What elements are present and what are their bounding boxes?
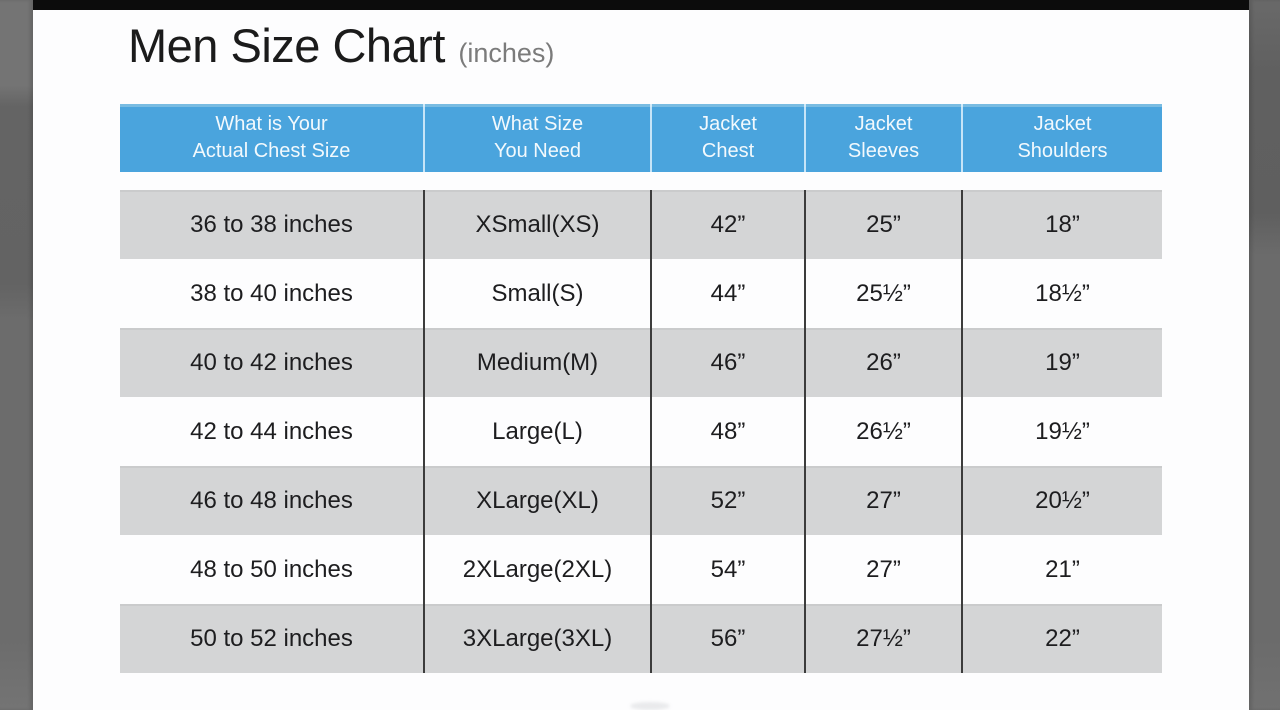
cell-jacket-sleeves: 27½” — [806, 604, 963, 673]
cell-jacket-shoulders: 20½” — [1035, 486, 1090, 514]
table-row — [120, 190, 1162, 259]
cell-size-name: Medium(M) — [425, 328, 652, 397]
table-row — [120, 328, 1162, 397]
cell-size-name: XLarge(XL) — [425, 466, 652, 535]
cell-chest-range: 42 to 44 inches — [120, 397, 425, 466]
page-title: Men Size Chart — [128, 19, 445, 72]
cell-chest-range: 48 to 50 inches — [120, 535, 425, 604]
cell-chest-range: 46 to 48 inches — [120, 466, 425, 535]
letterbox-top-bar — [33, 0, 1249, 10]
cell-size-name: XSmall(XS) — [425, 190, 652, 259]
table-header-row — [120, 104, 1162, 172]
cell-size-name: 3XLarge(3XL) — [425, 604, 652, 673]
cell-jacket-shoulders: 21” — [1045, 555, 1080, 583]
table-body — [120, 190, 1162, 673]
cell-jacket-shoulders: 22” — [1045, 624, 1080, 652]
header-cell-jacket-chest — [652, 104, 806, 172]
header-label-line: Jacket — [1033, 113, 1092, 135]
table-row — [120, 604, 1162, 673]
cell-chest-range: 36 to 38 inches — [120, 190, 425, 259]
cell-jacket-chest: 42” — [652, 190, 806, 259]
cell-size-name: 2XLarge(2XL) — [425, 535, 652, 604]
title-block — [128, 18, 554, 73]
header-cell-actual-chest-size — [120, 104, 425, 172]
header-label-line: Actual Chest Size — [192, 140, 351, 162]
table-row — [120, 466, 1162, 535]
cell-size-name: Large(L) — [425, 397, 652, 466]
header-label-line: Chest — [701, 140, 755, 162]
header-label-line: You Need — [493, 140, 582, 162]
cell-jacket-shoulders: 19” — [1045, 348, 1080, 376]
cell-chest-range: 40 to 42 inches — [120, 328, 425, 397]
cell-jacket-chest: 54” — [652, 535, 806, 604]
cell-jacket-chest: 44” — [652, 259, 806, 328]
cell-jacket-sleeves: 26” — [806, 328, 963, 397]
header-label-line: What Size — [491, 113, 584, 135]
header-cell-jacket-shoulders — [963, 104, 1162, 172]
cell-jacket-chest: 52” — [652, 466, 806, 535]
size-chart-table — [120, 104, 1162, 673]
table-row — [120, 397, 1162, 466]
cell-jacket-sleeves: 26½” — [806, 397, 963, 466]
cell-chest-range: 38 to 40 inches — [120, 259, 425, 328]
cell-jacket-shoulders: 19½” — [1035, 417, 1090, 445]
cell-chest-range: 50 to 52 inches — [120, 604, 425, 673]
cell-jacket-chest: 56” — [652, 604, 806, 673]
cell-jacket-shoulders: 18½” — [1035, 279, 1090, 307]
cell-jacket-shoulders: 18” — [1045, 210, 1080, 238]
table-row — [120, 535, 1162, 604]
header-cell-size-you-need — [425, 104, 652, 172]
cell-size-name: Small(S) — [425, 259, 652, 328]
header-label-line: What is Your — [215, 113, 328, 135]
cell-jacket-sleeves: 25½” — [806, 259, 963, 328]
header-label-line: Jacket — [854, 113, 913, 135]
cell-jacket-chest: 46” — [652, 328, 806, 397]
bottom-edge-artifact — [630, 702, 670, 710]
cell-jacket-chest: 48” — [652, 397, 806, 466]
table-row — [120, 259, 1162, 328]
cell-jacket-sleeves: 27” — [806, 535, 963, 604]
header-label-line: Jacket — [699, 113, 757, 135]
header-cell-jacket-sleeves — [806, 104, 963, 172]
cell-jacket-sleeves: 25” — [806, 190, 963, 259]
header-label-line: Shoulders — [1017, 140, 1108, 162]
page-subtitle: (inches) — [458, 38, 555, 68]
cell-jacket-sleeves: 27” — [806, 466, 963, 535]
letterbox-right-bar — [1249, 0, 1280, 710]
header-label-line: Sleeves — [847, 140, 920, 162]
letterbox-left-bar — [0, 0, 33, 710]
